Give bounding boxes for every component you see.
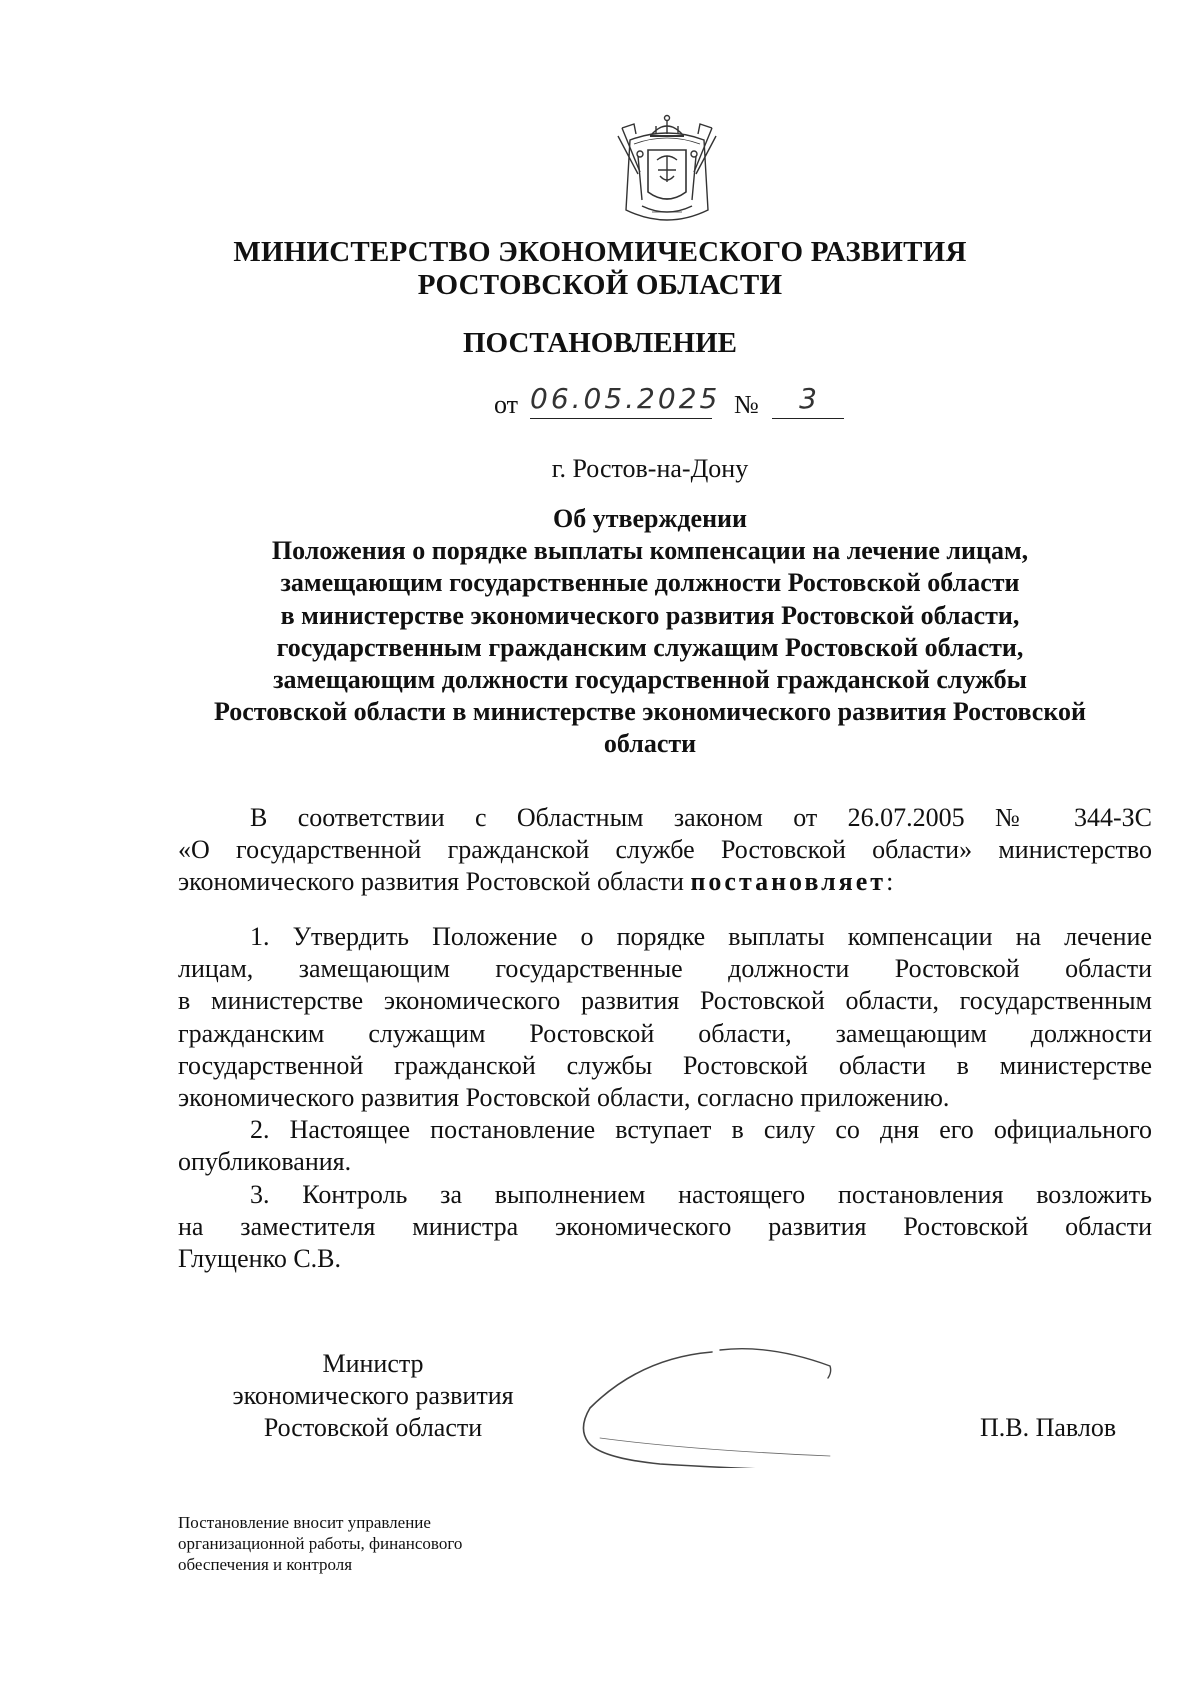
title-line: Ростовской области в министерстве экономического развития Ростовской [214, 697, 1086, 727]
item-2-line: 2. Настоящее постановление вступает в силу со дня его официального [250, 1115, 1152, 1145]
footnote-line: Постановление вносит управление [178, 1513, 431, 1532]
title-line: замещающим государственные должности Ростовской области [280, 568, 1020, 598]
preamble-line [178, 866, 1152, 898]
preamble-text: экономического развития Ростовской области [178, 867, 691, 897]
document-number: 3 [772, 382, 844, 419]
footnote-line: организационной работы, финансового [178, 1534, 463, 1553]
item-3-line: на заместителя министра экономического развития Ростовской области [178, 1211, 1152, 1241]
preamble-paragraph [178, 802, 1152, 899]
organization-name-line-2: РОСТОВСКОЙ ОБЛАСТИ [417, 269, 783, 301]
item-1-line: в министерстве экономического развития Ростовской области, государственным [178, 986, 1152, 1016]
title-line: государственным гражданским служащим Ростовской области, [276, 632, 1024, 662]
preamble-line: В соответствии с Областным законом от 26.07.2005 № 344-ЗС [250, 803, 1152, 832]
item-1-line: лицам, замещающим государственные должности Ростовской области [178, 954, 1152, 984]
item-1-line: 1. Утвердить Положение о порядке выплаты компенсации на лечение [250, 922, 1152, 951]
title-line: Об утверждении [552, 504, 748, 533]
title-line: замещающим должности государственной гражданской службы [273, 664, 1027, 694]
title-line: области [603, 729, 697, 759]
item-1-line: государственной гражданской службы Ростовской области в министерстве [178, 1050, 1152, 1080]
item-1-line: экономического развития Ростовской области, согласно приложению. [178, 1082, 950, 1112]
decree-keyword: постановляет [690, 867, 887, 897]
preamble-line: «О государственной гражданской службе Ростовской области» министерство [178, 835, 1152, 865]
item-3-line: 3. Контроль за выполнением настоящего постановления возложить [250, 1179, 1152, 1209]
document-title [150, 503, 1150, 761]
preamble-colon: : [886, 867, 894, 897]
signatory-position [198, 1348, 548, 1444]
footnote-line: обеспечения и контроля [178, 1555, 353, 1574]
number-prefix: № [734, 390, 759, 419]
city: г. Ростов-на-Дону [551, 454, 749, 483]
document-date: 06.05.2025 [530, 382, 712, 419]
date-prefix: от [494, 390, 519, 419]
signer-name: П.В. Павлов [980, 1413, 1117, 1442]
item-2-line: опубликования. [178, 1147, 352, 1177]
decree-items [178, 921, 1152, 1275]
organization-name-line-1: МИНИСТЕРСТВО ЭКОНОМИЧЕСКОГО РАЗВИТИЯ [233, 236, 967, 268]
coat-of-arms-icon [612, 112, 722, 230]
handwritten-signature-icon [570, 1338, 990, 1468]
position-line: Министр [322, 1349, 424, 1378]
title-line: в министерстве экономического развития Ростовской области, [280, 600, 1020, 630]
position-line: экономического развития [232, 1381, 514, 1410]
item-1-line: гражданским служащим Ростовской области, замещающим должности [178, 1018, 1152, 1048]
submitter-note [178, 1512, 618, 1575]
document-type: ПОСТАНОВЛЕНИЕ [462, 327, 737, 359]
item-3-line: Глущенко С.В. [178, 1243, 342, 1273]
title-line: Положения о порядке выплаты компенсации на лечение лицам, [271, 536, 1029, 566]
position-line: Ростовской области [263, 1413, 483, 1442]
